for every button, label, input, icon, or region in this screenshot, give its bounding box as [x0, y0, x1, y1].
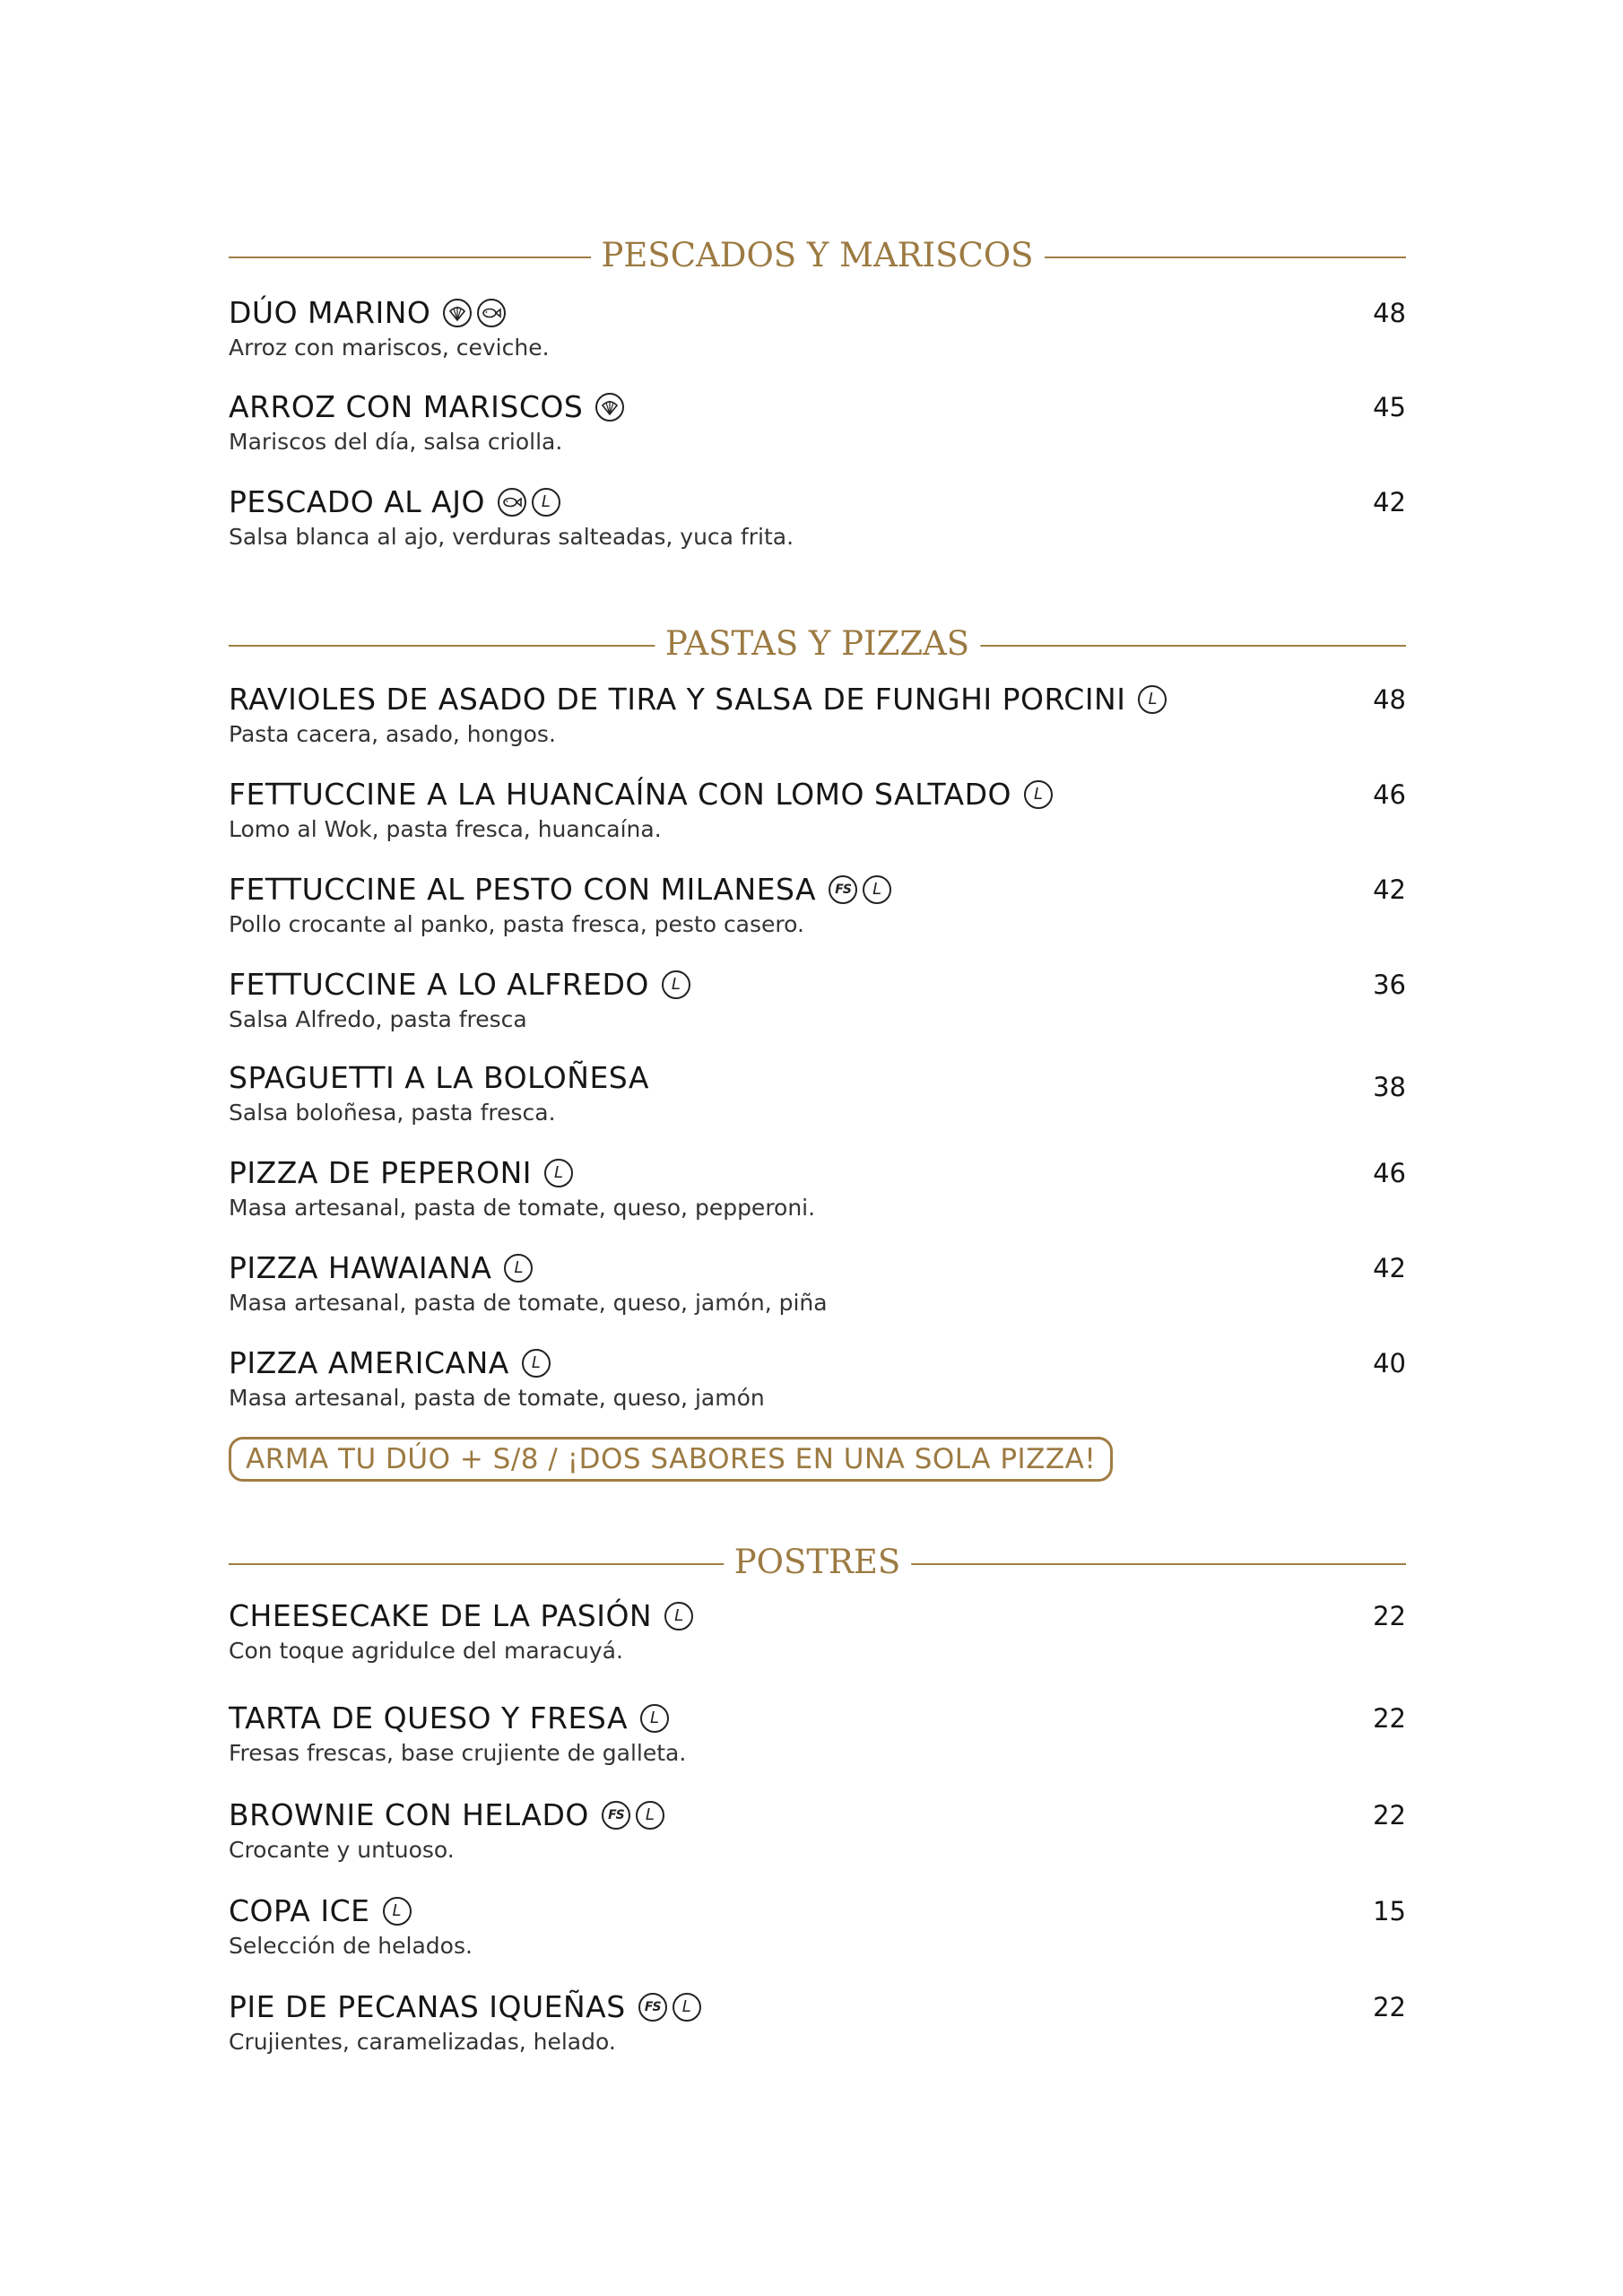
- item-name: FETTUCCINE A LA HUANCAÍNA CON LOMO SALTADO: [229, 777, 1012, 812]
- item-name: PIE DE PECANAS IQUEÑAS: [229, 1989, 626, 2024]
- shellfish-icon: [443, 299, 472, 327]
- item-price: 42: [1373, 874, 1406, 905]
- lactose-icon: L: [504, 1254, 533, 1283]
- fish-icon: [477, 299, 506, 327]
- menu-item: [229, 680, 1406, 761]
- item-description: Lomo al Wok, pasta fresca, huancaína.: [229, 816, 662, 842]
- item-price: 36: [1373, 970, 1406, 1000]
- section-header: [229, 1535, 1406, 1589]
- allergen-icons: [383, 1897, 412, 1926]
- lactose-icon: L: [640, 1704, 669, 1733]
- lactose-icon: L: [664, 1602, 693, 1631]
- item-description: Salsa Alfredo, pasta fresca: [229, 1006, 527, 1032]
- item-description: Selección de helados.: [229, 1933, 473, 1959]
- item-price: 22: [1373, 1800, 1406, 1831]
- item-description: Masa artesanal, pasta de tomate, queso, jamón: [229, 1385, 765, 1411]
- fish-icon: [498, 488, 526, 517]
- item-description: Fresas frescas, base crujiente de galleta.: [229, 1740, 687, 1766]
- item-description: Mariscos del día, salsa criolla.: [229, 429, 563, 455]
- frutos-secos-icon: FS: [638, 1993, 667, 2022]
- section-postres: [229, 1535, 1406, 2055]
- lactose-icon: L: [1024, 780, 1053, 809]
- shellfish-icon: [595, 393, 624, 422]
- section-pescados-y-mariscos: [229, 229, 1406, 550]
- lactose-icon: L: [532, 488, 560, 517]
- allergen-icons: [664, 1602, 693, 1631]
- allergen-icons: [602, 1801, 664, 1830]
- section-header: [229, 229, 1406, 283]
- allergen-icons: [504, 1254, 533, 1283]
- lactose-icon: L: [383, 1897, 412, 1926]
- lactose-icon: L: [662, 970, 690, 999]
- item-description: Salsa boloñesa, pasta fresca.: [229, 1100, 556, 1126]
- item-price: 48: [1373, 298, 1406, 328]
- item-name: SPAGUETTI A LA BOLOÑESA: [229, 1060, 649, 1095]
- allergen-icons: [640, 1704, 669, 1733]
- menu-item: [229, 965, 1406, 1046]
- item-name: COPA ICE: [229, 1893, 370, 1928]
- item-price: 46: [1373, 1158, 1406, 1188]
- allergen-icons: [1024, 780, 1053, 809]
- item-price: 22: [1373, 1992, 1406, 2022]
- menu-item: [229, 1796, 1406, 1876]
- allergen-icons: [638, 1993, 701, 2022]
- item-price: 45: [1373, 392, 1406, 422]
- allergen-icons: [522, 1349, 551, 1378]
- section-pastas-y-pizzas: [229, 617, 1406, 1475]
- lactose-icon: L: [863, 875, 891, 904]
- allergen-icons: [544, 1159, 573, 1187]
- allergen-icons: [595, 393, 624, 422]
- section-title: PESCADOS Y MARISCOS: [591, 229, 1045, 283]
- section-title: PASTAS Y PIZZAS: [655, 617, 980, 671]
- lactose-icon: L: [636, 1801, 664, 1830]
- item-name: CHEESECAKE DE LA PASIÓN: [229, 1598, 653, 1633]
- allergen-icons: [443, 299, 506, 327]
- item-description: Pollo crocante al panko, pasta fresca, pesto casero.: [229, 911, 804, 937]
- lactose-icon: L: [544, 1159, 573, 1187]
- menu-item: [229, 870, 1406, 951]
- menu-item: [229, 1892, 1406, 1972]
- menu-item: [229, 483, 1406, 563]
- lactose-icon: L: [673, 1993, 701, 2022]
- item-name: ARROZ CON MARISCOS: [229, 389, 584, 424]
- item-price: 15: [1373, 1896, 1406, 1926]
- allergen-icons: [498, 488, 560, 517]
- allergen-icons: [829, 875, 891, 904]
- item-name: FETTUCCINE A LO ALFREDO: [229, 967, 649, 1002]
- lactose-icon: L: [522, 1349, 551, 1378]
- promo-badge: ARMA TU DÚO + S/8 / ¡DOS SABORES EN UNA SOLA PIZZA!: [229, 1437, 1113, 1482]
- menu-item: [229, 775, 1406, 856]
- frutos-secos-icon: FS: [602, 1801, 630, 1830]
- item-description: Arroz con mariscos, ceviche.: [229, 335, 550, 361]
- menu-item: [229, 1058, 1406, 1139]
- menu-item: [229, 1987, 1406, 2068]
- item-description: Masa artesanal, pasta de tomate, queso, jamón, piña: [229, 1290, 828, 1316]
- item-name: PIZZA DE PEPERONI: [229, 1155, 532, 1190]
- item-description: Con toque agridulce del maracuyá.: [229, 1638, 623, 1664]
- menu-item: [229, 1344, 1406, 1424]
- menu-item: [229, 1248, 1406, 1329]
- item-description: Crujientes, caramelizadas, helado.: [229, 2029, 616, 2055]
- item-price: 42: [1373, 487, 1406, 517]
- allergen-icons: [1138, 685, 1167, 714]
- section-header: [229, 617, 1406, 671]
- menu-item: [229, 293, 1406, 374]
- item-price: 40: [1373, 1348, 1406, 1378]
- lactose-icon: L: [1138, 685, 1167, 714]
- item-name: PESCADO AL AJO: [229, 484, 485, 519]
- section-title: POSTRES: [724, 1535, 911, 1589]
- menu-item: [229, 1153, 1406, 1234]
- item-name: PIZZA HAWAIANA: [229, 1250, 492, 1285]
- item-price: 38: [1373, 1072, 1406, 1102]
- item-name: TARTA DE QUESO Y FRESA: [229, 1700, 629, 1735]
- item-name: RAVIOLES DE ASADO DE TIRA Y SALSA DE FUNGHI PORCINI: [229, 682, 1126, 717]
- item-name: BROWNIE CON HELADO: [229, 1797, 589, 1832]
- item-price: 22: [1373, 1601, 1406, 1631]
- item-name: PIZZA AMERICANA: [229, 1345, 509, 1380]
- item-description: Crocante y untuoso.: [229, 1837, 455, 1863]
- menu-item: [229, 1596, 1406, 1677]
- menu-item: [229, 1699, 1406, 1779]
- item-price: 48: [1373, 684, 1406, 715]
- item-price: 22: [1373, 1703, 1406, 1734]
- item-price: 42: [1373, 1253, 1406, 1283]
- item-description: Salsa blanca al ajo, verduras salteadas, yuca frita.: [229, 524, 794, 550]
- item-name: DÚO MARINO: [229, 295, 431, 330]
- allergen-icons: [662, 970, 690, 999]
- frutos-secos-icon: FS: [829, 875, 857, 904]
- item-price: 46: [1373, 779, 1406, 810]
- item-description: Pasta cacera, asado, hongos.: [229, 721, 556, 747]
- item-name: FETTUCCINE AL PESTO CON MILANESA: [229, 872, 817, 907]
- menu-item: [229, 387, 1406, 468]
- item-description: Masa artesanal, pasta de tomate, queso, pepperoni.: [229, 1195, 816, 1221]
